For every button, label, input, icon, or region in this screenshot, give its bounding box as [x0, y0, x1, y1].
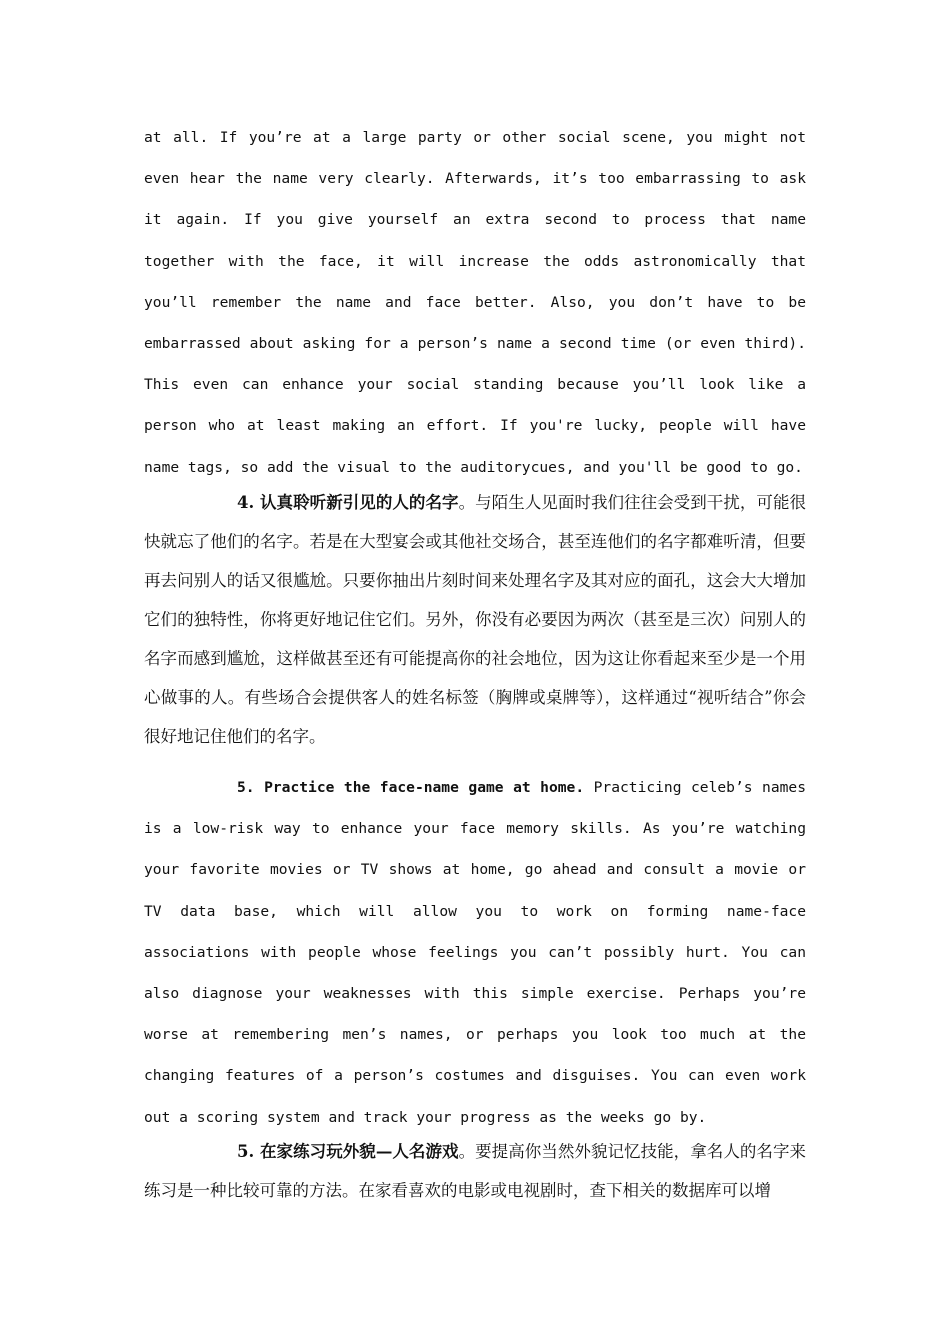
paragraph-body [144, 767, 806, 1138]
paragraph-text: 。要提高你当然外貌记忆技能，拿名人的名字来练习是一种比较可靠的方法。在家看喜欢的电影或电视剧时，查下相关的数据库可以增 [144, 1142, 806, 1200]
paragraph-chinese-face-name-game [144, 1132, 806, 1210]
paragraph-heading: 5. 在家练习玩外貌—人名游戏 [237, 1142, 459, 1161]
paragraph-chinese-listening [144, 483, 806, 756]
paragraph-english-listening [144, 117, 806, 488]
paragraph-text: Practicing celeb’s names is a low-risk way to enhance your face memory skills. As you’re watching your favorite movies or TV shows at home, go ahead and consult a movie or TV data base, which will allow you to work on forming name-face associations with people whose feelings you can’t possibly hurt. You can also diagnose your weaknesses with this simple exercise. Perhaps you’re worse at remembering men’s names, or perhaps you look too much at the changing features of a person’s costumes and disguises. You can even work out a scoring system and track your progress as the weeks go by. [144, 779, 806, 1126]
paragraph-body [144, 483, 806, 756]
paragraph-text: 。与陌生人见面时我们往往会受到干扰，可能很快就忘了他们的名字。若是在大型宴会或其他社交场合，甚至连他们的名字都难听清，但要再去问别人的话又很尴尬。只要你抽出片刻时间来处理名字及其对应的面孔，这会大大增加它们的独特性，你将更好地记住它们。另外，你没有必要因为两次（甚至是三次）问别人的名字而感到尴尬，这样做甚至还有可能提高你的社会地位，因为这让你看起来至少是一个用心做事的人。有些场合会提供客人的姓名标签（胸牌或桌牌等），这样通过“视听结合”你会很好地记住他们的名字。 [144, 493, 806, 746]
paragraph-english-face-name-game [144, 767, 806, 1138]
paragraph-body [144, 1132, 806, 1210]
paragraph-heading: 4. 认真聆听新引见的人的名字 [237, 493, 459, 512]
paragraph-heading: 5. Practice the face-name game at home. [237, 779, 585, 796]
paragraph-text: at all. If you’re at a large party or other social scene, you might not even hear the name very clearly. Afterwards, it’s too embarrassing to ask it again. If you give yourself an extra second to process that name together with the face, it will increase the odds astronomically that you’ll remember the name and face better. Also, you don’t have to be embarrassed about asking for a person’s name a second time (or even third). This even can enhance your social standing because you’ll look like a person who at least making an effort. If you're lucky, people will have name tags, so add the visual to the auditorycues, and you'll be good to go. [144, 129, 806, 476]
